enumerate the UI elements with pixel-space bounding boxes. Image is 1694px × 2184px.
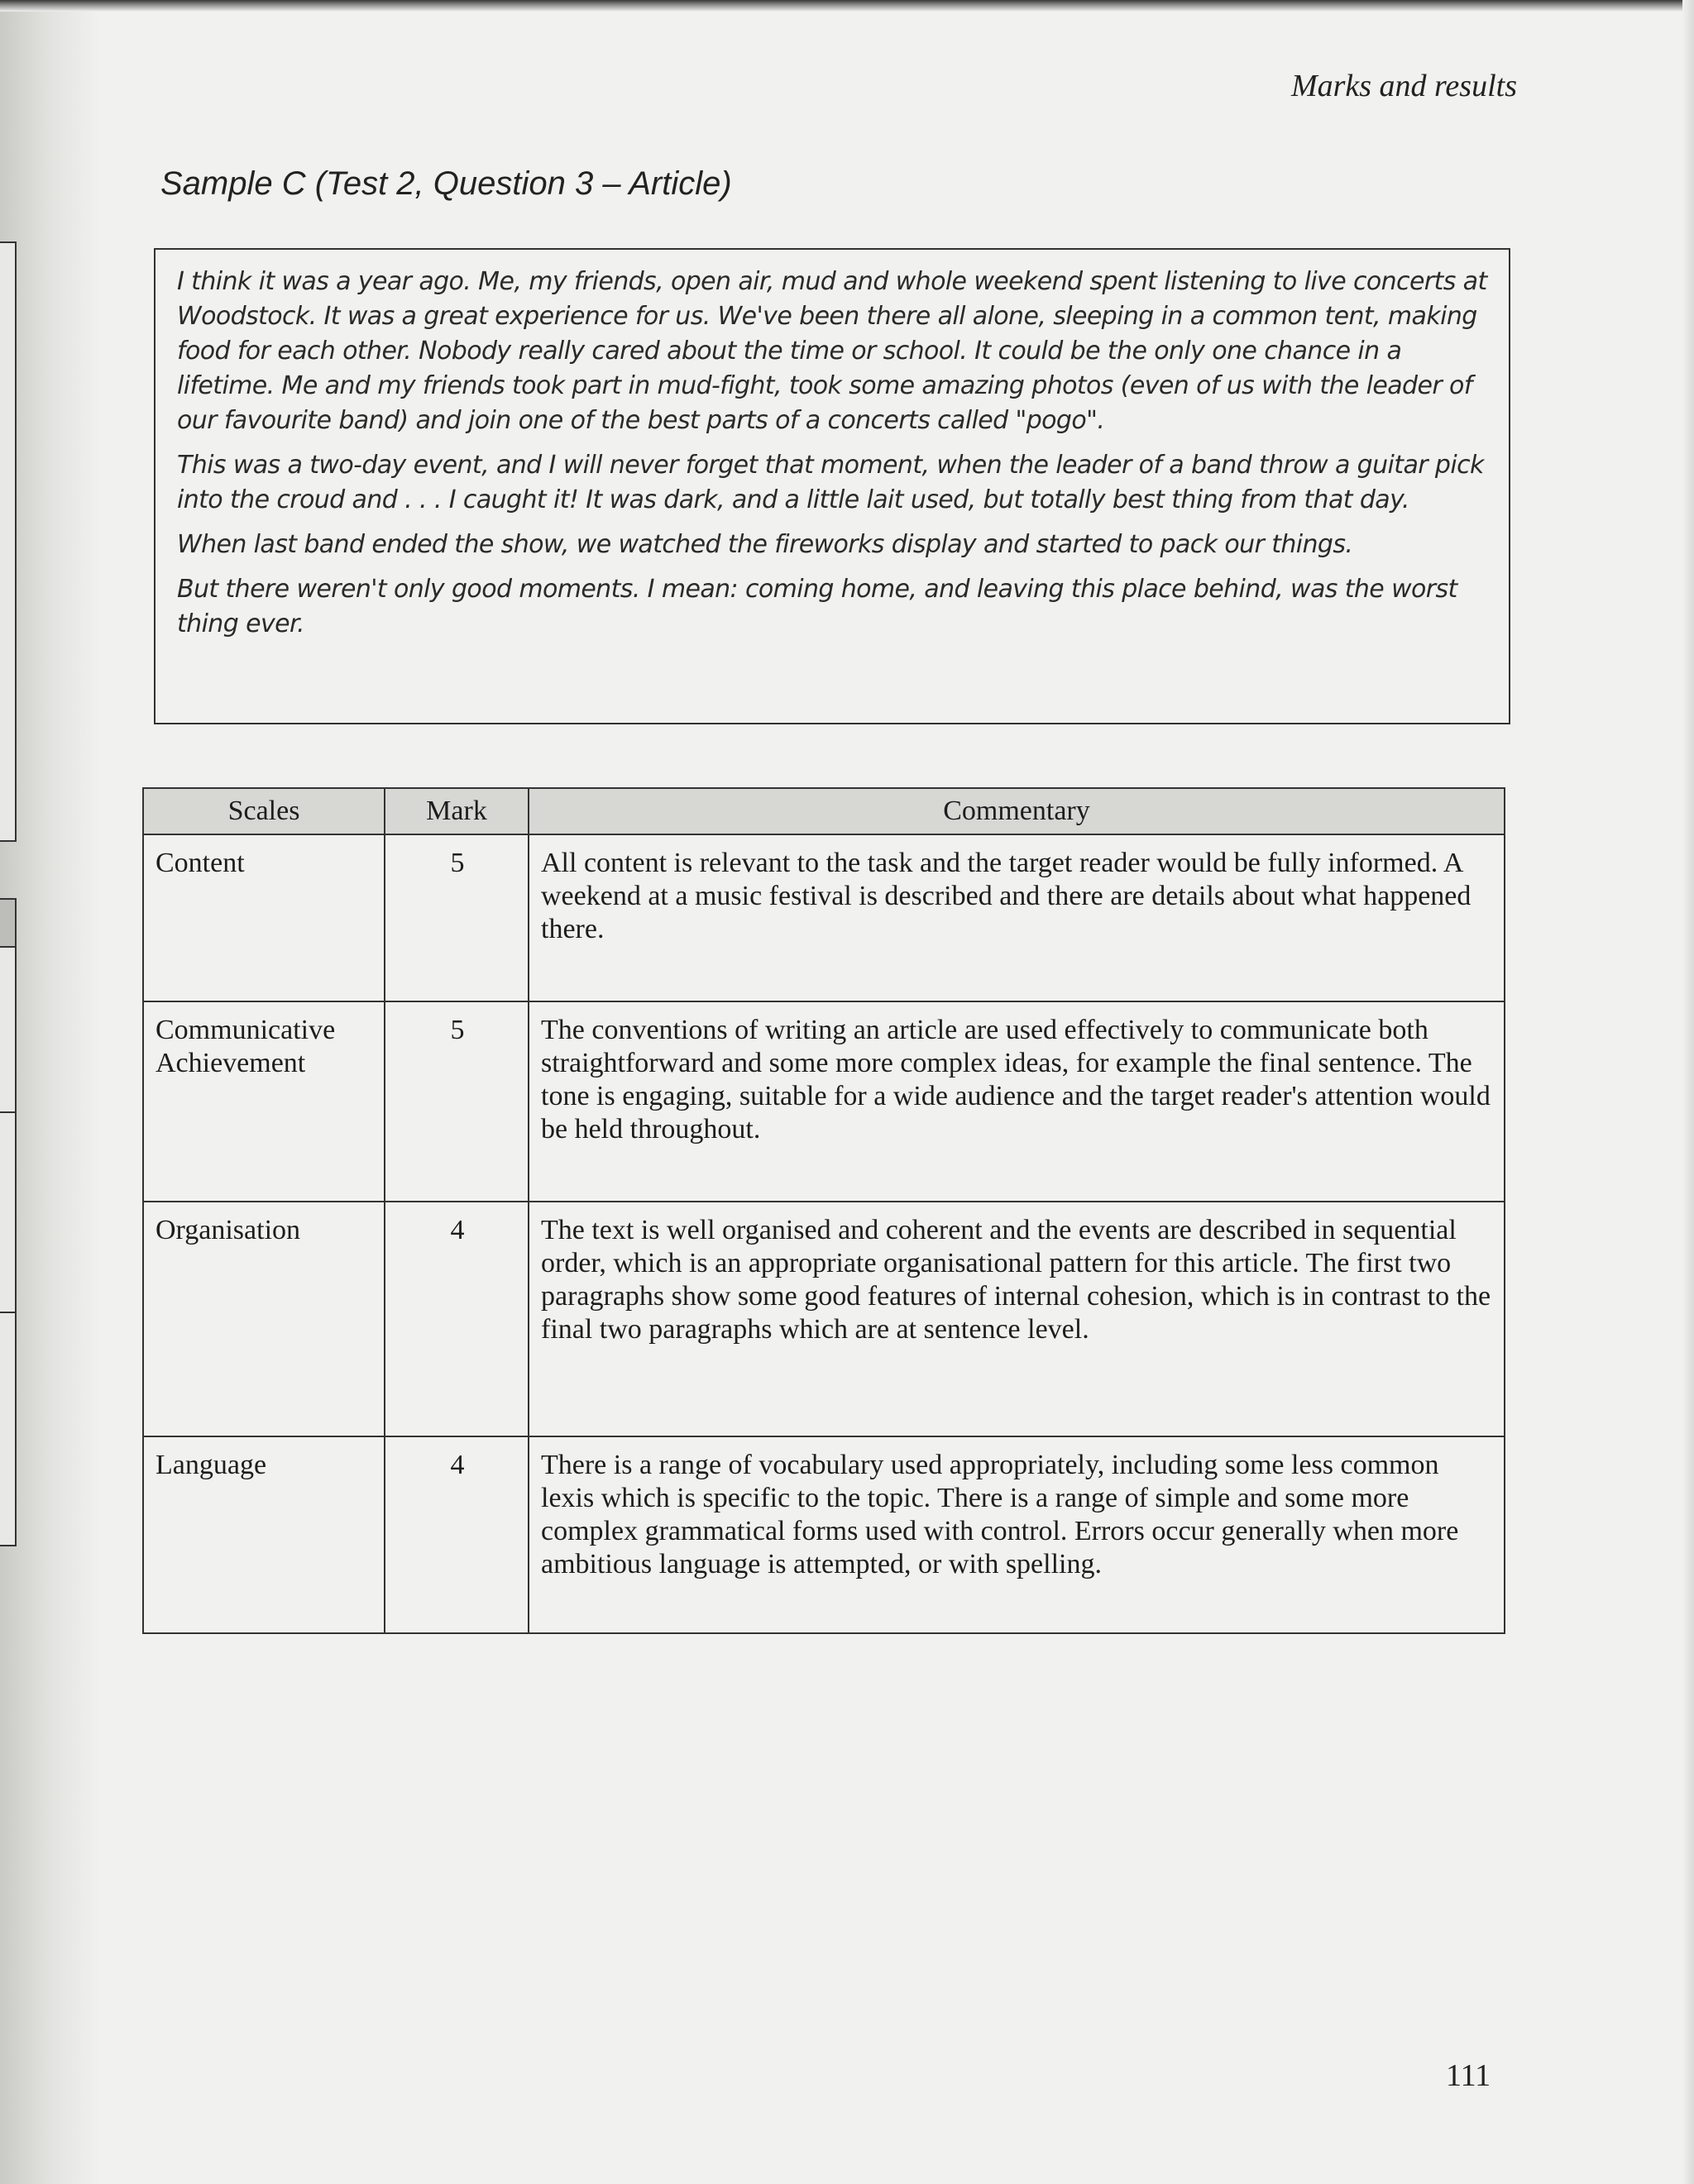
mark-cell: 5 <box>385 1001 529 1202</box>
commentary-cell: All content is relevant to the task and the target reader would be fully informed. A weekend at a music festival is described and there are details about what happened there. <box>529 834 1505 1001</box>
header-scales: Scales <box>143 788 385 834</box>
table-row <box>143 1001 1505 1202</box>
essay-paragraph: When last band ended the show, we watched the fireworks display and started to pack our things. <box>177 530 1353 559</box>
scale-cell: Communicative Achievement <box>143 1001 385 1202</box>
previous-page-table-edge <box>0 1312 17 1546</box>
running-head: Marks and results <box>1290 69 1517 103</box>
page-top-shadow <box>0 0 1694 12</box>
table-header-row <box>143 788 1505 834</box>
essay-paragraph: But there weren't only good moments. I mean: coming home, and leaving this place behind, was the worst thing ever. <box>177 575 1457 638</box>
previous-page-table-header-edge <box>0 898 17 949</box>
previous-page-table-edge <box>0 241 17 842</box>
essay-box <box>154 248 1510 724</box>
essay-paragraph: This was a two-day event, and I will never forget that moment, when the leader of a band throw a guitar pick into the croud and . . . I caught it! It was dark, and a little lait used, but totally best thing from that day. <box>177 451 1484 514</box>
scale-cell: Language <box>143 1436 385 1633</box>
table-row <box>143 1202 1505 1436</box>
scale-cell: Content <box>143 834 385 1001</box>
table-row <box>143 1436 1505 1633</box>
mark-cell: 5 <box>385 834 529 1001</box>
previous-page-table-edge <box>0 946 17 1115</box>
page-right-edge <box>1682 0 1694 2184</box>
commentary-cell: The text is well organised and coherent and the events are described in sequential order, which is an appropriate organisational pattern for this article. The first two paragraphs show some good features of internal cohesion, which is in contrast to the final two paragraphs which are at sentence level. <box>529 1202 1505 1436</box>
essay-paragraph: I think it was a year ago. Me, my friends, open air, mud and whole weekend spent listening to live concerts at Woodstock. It was a great experience for us. We've been there all alone, sleeping in a common tent, making food for each other. Nobody really cared about the time or school. It could be the only one chance in a lifetime. Me and my friends took part in mud-fight, took some amazing photos (even of us with the leader of our favourite band) and join one of the best parts of a concerts called "pogo". <box>177 267 1487 435</box>
mark-cell: 4 <box>385 1202 529 1436</box>
commentary-cell: There is a range of vocabulary used appropriately, including some less common lexis which is specific to the topic. There is a range of simple and some more complex grammatical forms used with control. Errors occur generally when more ambitious language is attempted, or with spelling. <box>529 1436 1505 1633</box>
sample-title: Sample C (Test 2, Question 3 – Article) <box>160 165 732 202</box>
commentary-cell: The conventions of writing an article are used effectively to communicate both straightforward and some more complex ideas, for example the final sentence. The tone is engaging, suitable for a wide audience and the target reader's attention would be held throughout. <box>529 1001 1505 1202</box>
page-number: 111 <box>1446 2058 1491 2093</box>
header-commentary: Commentary <box>529 788 1505 834</box>
header-mark: Mark <box>385 788 529 834</box>
scale-cell: Organisation <box>143 1202 385 1436</box>
assessment-table <box>142 787 1505 1634</box>
mark-cell: 4 <box>385 1436 529 1633</box>
table-row <box>143 834 1505 1001</box>
previous-page-table-edge <box>0 1111 17 1315</box>
